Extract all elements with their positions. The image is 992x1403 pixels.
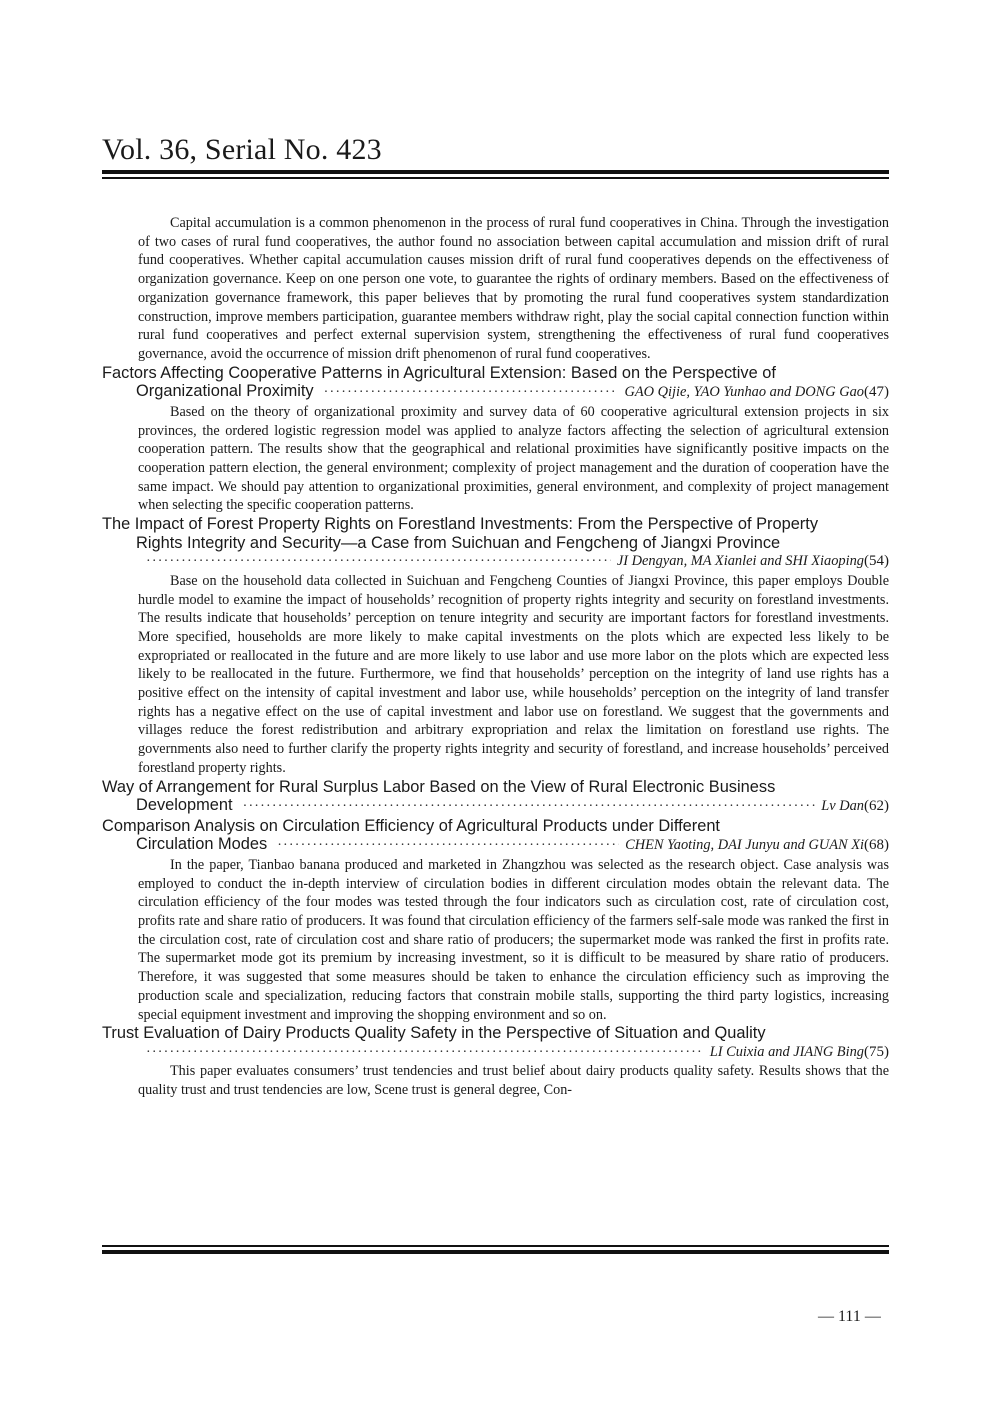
- article-title-line2: Development: [136, 796, 233, 815]
- leader-dots: [243, 798, 816, 817]
- article-page: (62): [864, 798, 889, 815]
- article-page: (47): [864, 384, 889, 401]
- leader-dots: [146, 553, 611, 572]
- abstracts-column: [102, 214, 889, 1100]
- article-authors: Lv Dan: [821, 798, 864, 815]
- article-abstract: In the paper, Tianbao banana produced and marketed in Zhangzhou was selected as the research object. Case analysis was employed to conduct the in-depth interview of circulation bodies in different circulation modes obtain the relevant data. The circulation efficiency of the four modes was tested through the four indicators such as circulation cost, rate of circulation cost, profits rate and share ratio of producers. It was found that circulation efficiency of the farmers self-sale mode was ranked the first in the circulation cost, rate of circulation cost and share ratio of producers; the supermarket mode was ranked the first in profits rate. The supermarket mode got its premium by increasing investment, so it is difficult to be measured by share ratio of producers. Therefore, it was suggested that some measures should be taken to enhance the circulation efficiency such as improving the production scale and specialization, reducing factors that constrain mobile stalls, supporting the third party logistics, increasing special equipment investment and improving the shopping environment and so on.: [138, 856, 889, 1023]
- article-title-line2: Rights Integrity and Security—a Case from Suichuan and Fengcheng of Jiangxi Province: [136, 533, 781, 552]
- article-5: [102, 1024, 889, 1100]
- header-rule-thick: [102, 170, 889, 174]
- article-title-line2: Organizational Proximity: [136, 382, 314, 401]
- journal-header: Vol. 36, Serial No. 423: [102, 133, 382, 166]
- article-authors: CHEN Yaoting, DAI Junyu and GUAN Xi: [625, 837, 864, 854]
- article-title-line2: Circulation Modes: [136, 835, 268, 854]
- article-abstract: This paper evaluates consumers’ trust tendencies and trust belief about dairy products quality safety. Results shows that the quality trust and trust tendencies are low, Scene trust is general degree, Con-: [138, 1063, 889, 1099]
- page-number: — 111 —: [818, 1308, 881, 1325]
- article-2: [102, 515, 889, 778]
- leader-dots: [324, 384, 619, 403]
- article-3: [102, 778, 889, 817]
- article-1: [102, 364, 889, 515]
- intro-abstract: Capital accumulation is a common phenomenon in the process of rural fund cooperatives in China. Through the investigation of two cases of rural fund cooperatives, the author found no association between capital accumulation and mission drift of rural fund cooperatives. Whether capital accumulation causes mission drift of rural fund cooperatives depends on the effectiveness of organization governance. Keep on one person one vote, to guarantee the rights of ordinary members. Based on the effectiveness of organization governance framework, this paper believes that by promoting the rural fund cooperatives system standardization construction, improve members participation, guarantee members withdraw right, play the social capital connection function within rural fund cooperatives and perfect external supervision system, strengthening the effectiveness of rural fund cooperatives governance, avoid the occurrence of mission drift phenomenon of rural fund cooperatives.: [138, 215, 889, 362]
- article-title-line1: Trust Evaluation of Dairy Products Quality Safety in the Perspective of Situation and Quality: [102, 1024, 766, 1043]
- leader-dots: [146, 1044, 704, 1063]
- article-ref-line: [146, 552, 889, 572]
- article-page: (68): [864, 837, 889, 854]
- article-abstract: Based on the theory of organizational proximity and survey data of 60 cooperative agricultural extension projects in six provinces, the ordered logistic regression model was applied to analyze factors affecting the selection of agricultural extension cooperation pattern. The results show that the geographical and relational proximities have significantly positive impacts on the cooperation pattern election, the general environment; complexity of project management and the duration of cooperation have the same impact. We should pay attention to organizational proximities, general environment, and complexity of project management when selecting the specific cooperation patterns.: [138, 403, 889, 514]
- article-page: (75): [864, 1043, 889, 1060]
- header-rule-thin: [102, 177, 889, 179]
- article-ref-line: [136, 796, 889, 817]
- article-authors: JI Dengyan, MA Xianlei and SHI Xiaoping: [616, 553, 864, 570]
- article-title-line1: Comparison Analysis on Circulation Efficiency of Agricultural Products under Different: [102, 816, 720, 835]
- article-abstract: Base on the household data collected in Suichuan and Fengcheng Counties of Jiangxi Province, this paper employs Double hurdle model to examine the impact of households’ recognition of property rights integrity and security on forestland investments. The results indicate that households’ perception on tenure integrity and security are important factors for forestland investments. More specified, households are more likely to make capital investments on the plots which are expected less likely to be expropriated or reallocated in the future and are more likely to use labor and use more labor on the plots which are expected less likely to be reallocated in the future. Furthermore, we find that households’ perception on the integrity of land use rights has a positive effect on the intensity of capital investment and labor use, while households’ perception on the integrity of land transfer rights has a negative effect on the use of capital investment and labor use on forestland. We suggest that the governments and villages reduce the forest redistribution and arbitrary expropriation and relax the limitation on forestland use rights. The governments also need to further clarify the property rights integrity and security of forestland, and increase households’ perceived forestland property rights.: [138, 572, 889, 776]
- footer-rule-thin: [102, 1245, 889, 1247]
- footer-rule-thick: [102, 1250, 889, 1254]
- article-authors: GAO Qijie, YAO Yunhao and DONG Gao: [624, 384, 864, 401]
- article-4: [102, 817, 889, 1025]
- article-title-line1: Factors Affecting Cooperative Patterns in Agricultural Extension: Based on the Perspective of: [102, 363, 776, 382]
- article-title-line1: The Impact of Forest Property Rights on Forestland Investments: From the Perspective of Property: [102, 515, 819, 534]
- article-title-line1: Way of Arrangement for Rural Surplus Labor Based on the View of Rural Electronic Business: [102, 777, 776, 796]
- article-page: (54): [864, 553, 889, 570]
- leader-dots: [277, 837, 619, 856]
- article-ref-line: [136, 382, 889, 403]
- article-authors: LI Cuixia and JIANG Bing: [709, 1043, 864, 1060]
- article-ref-line: [146, 1043, 889, 1063]
- article-ref-line: [136, 835, 889, 856]
